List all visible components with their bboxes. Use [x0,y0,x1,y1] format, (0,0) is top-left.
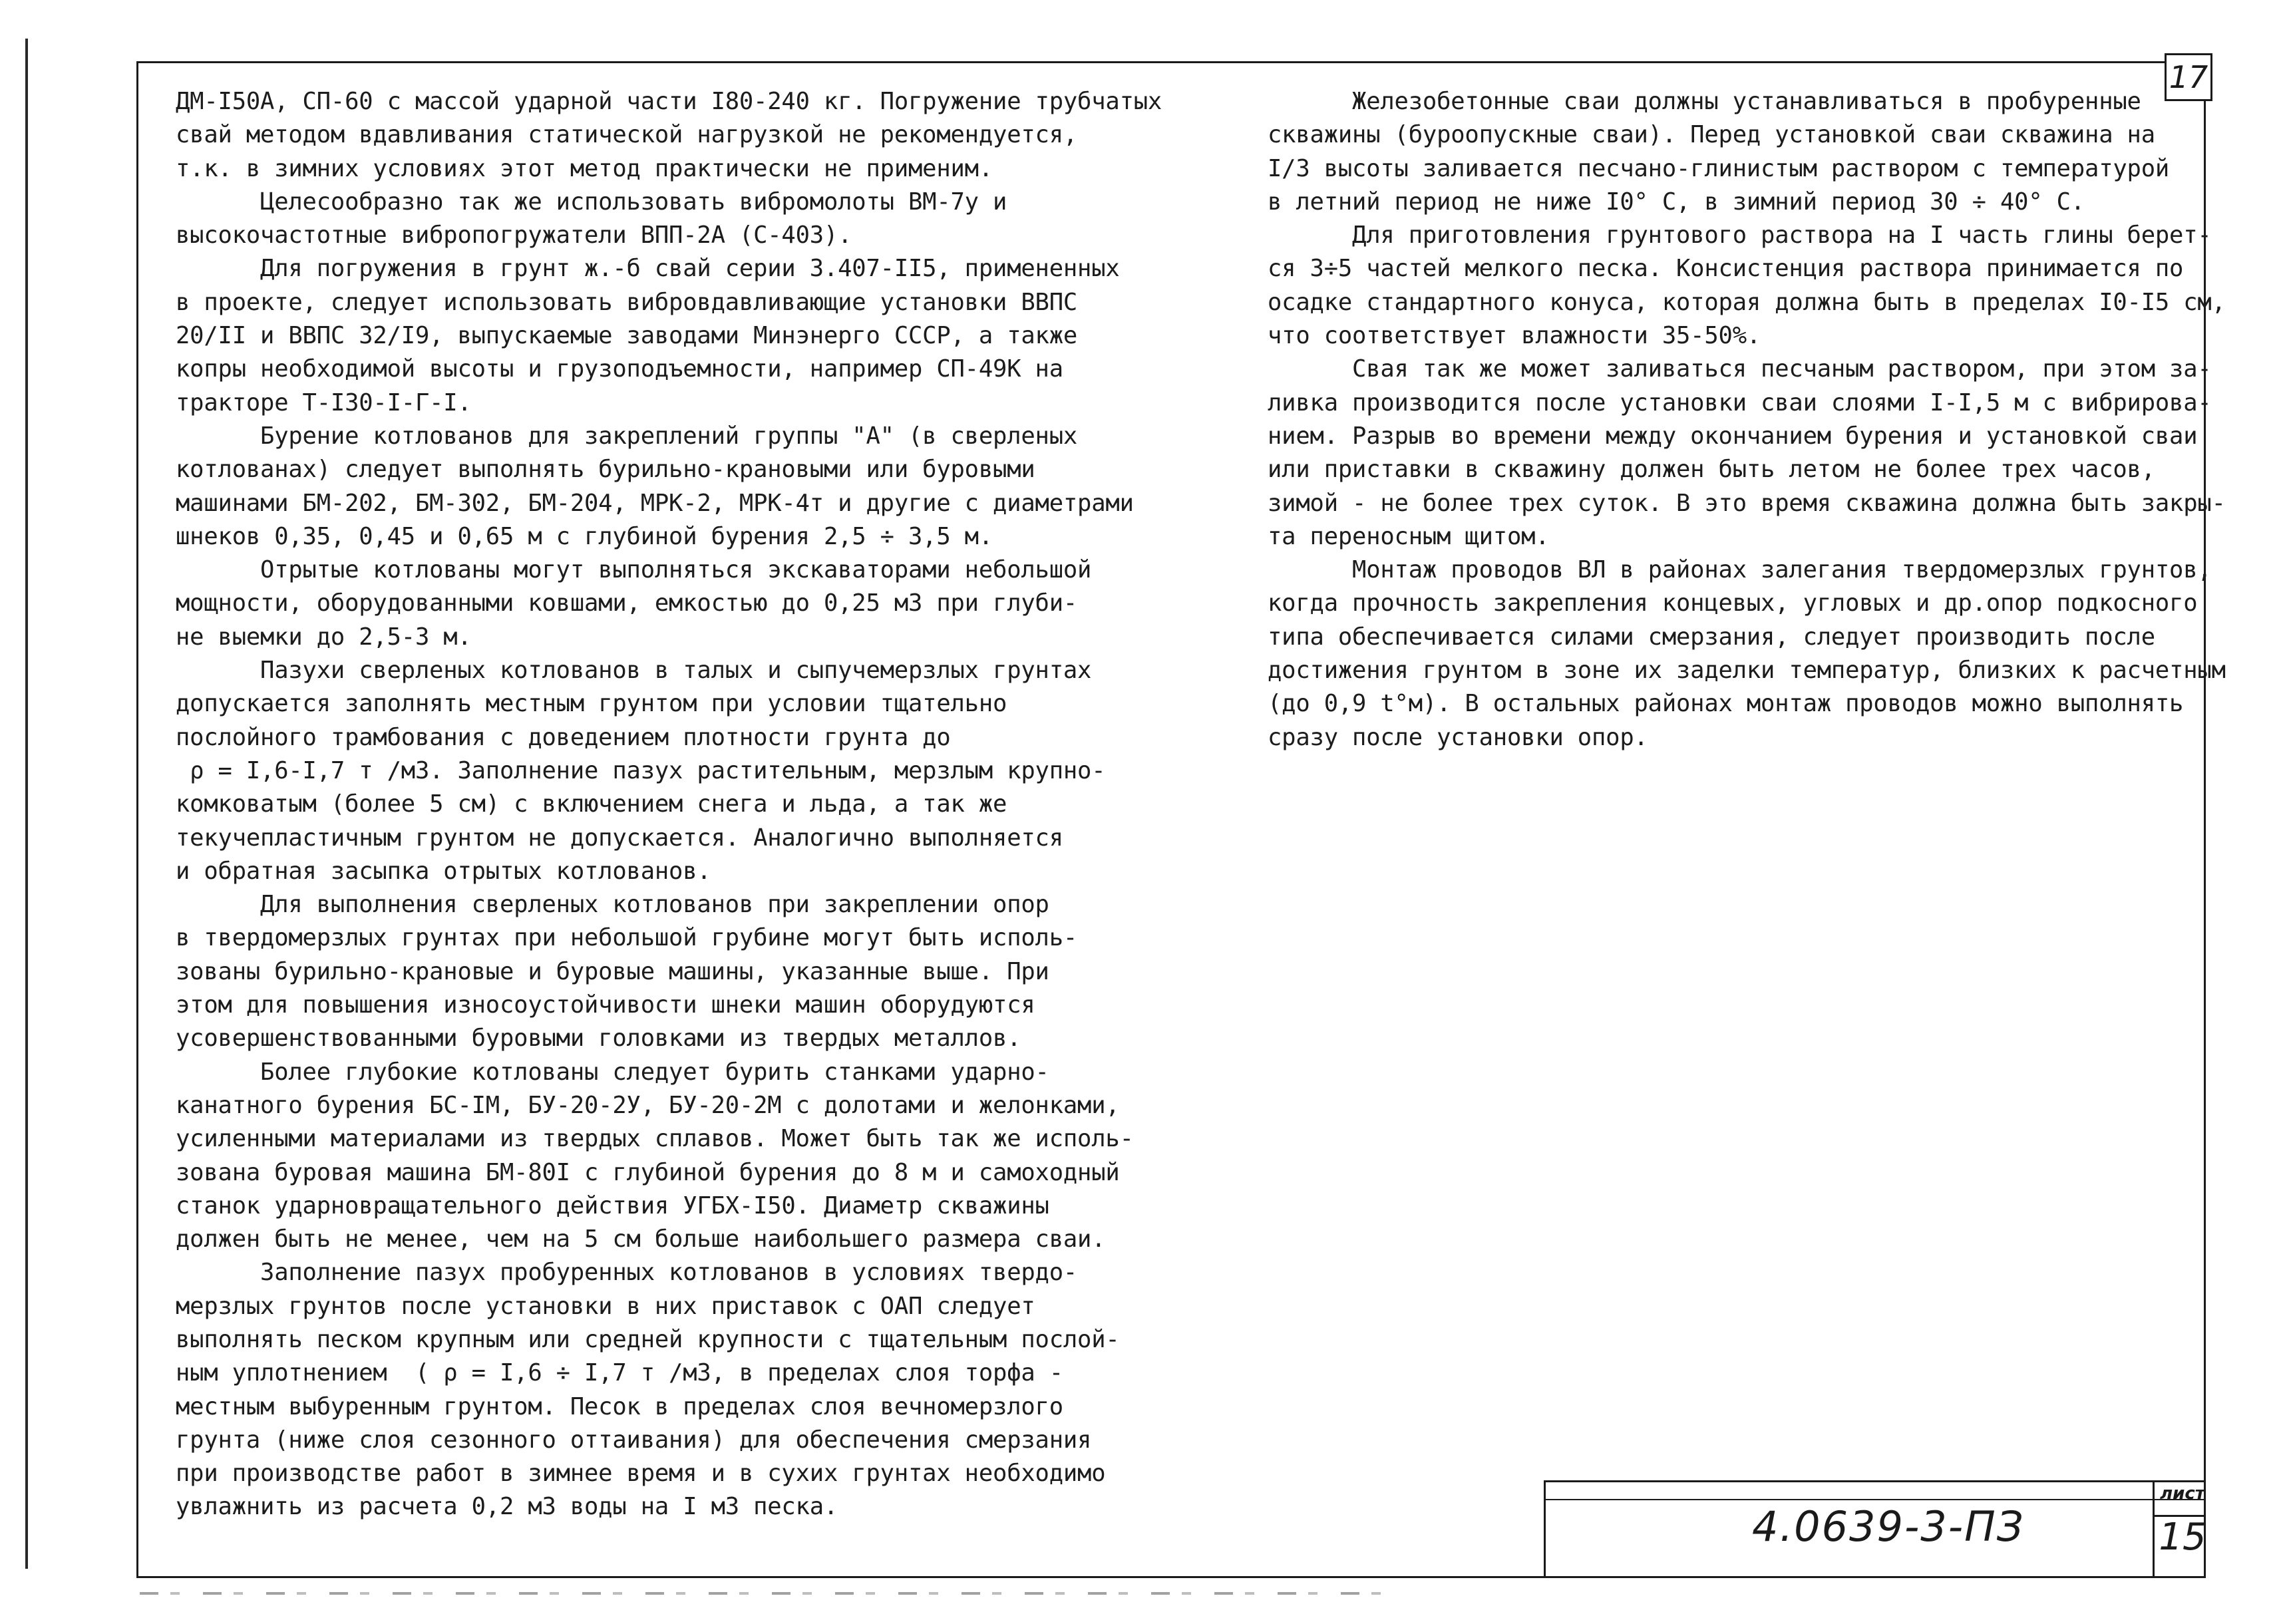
text-line: канатного бурения БС-IМ, БУ-20-2У, БУ-20-2М с долотами и желонками, [176,1091,1120,1119]
text-line: Заполнение пазух пробуренных котлованов в условиях твердо- [176,1259,1078,1287]
text-line: мерзлых грунтов после установки в них приставок с ОАП следует [176,1292,1035,1320]
text-line: зованы бурильно-крановые и буровые машины, указанные выше. При [176,957,1049,985]
text-line: Бурение котлованов для закреплений группы "А" (в сверленых [176,422,1078,450]
text-line: ливка производится после установки сваи слоями I-I,5 м с вибрирова- [1268,389,2212,416]
text-line: (до 0,9 t°м). В остальных районах монтаж проводов можно выполнять [1268,690,2184,718]
right-text-column [1268,85,2226,754]
text-line: I/3 высоты заливается песчано-глинистым раствором с температурой [1268,154,2170,182]
text-line: машинами БМ-202, БМ-302, БМ-204, МРК-2, МРК-4т и другие с диаметрами [176,489,1134,517]
text-line: усовершенствованными буровыми головками из твердых металлов. [176,1025,1021,1053]
title-block-divider [2153,1482,2155,1578]
text-line: в летний период не ниже I0° С, в зимний период 30 ÷ 40° С. [1268,188,2085,216]
text-line: послойного трамбования с доведением плотности грунта до [176,723,951,751]
text-line: грунта (ниже слоя сезонного оттаивания) для обеспечения смерзания [176,1426,1092,1454]
text-line: этом для повышения износоустойчивости шнеки машин оборудуются [176,991,1035,1019]
text-line: Отрытые котлованы могут выполняться экскаваторами небольшой [176,556,1092,584]
text-line: шнеков 0,35, 0,45 и 0,65 м с глубиной бурения 2,5 ÷ 3,5 м. [176,522,993,550]
text-line: высокочастотные вибропогружатели ВПП-2А (С-403). [176,222,852,249]
text-line: сразу после установки опор. [1268,723,1648,751]
text-line: т.к. в зимних условиях этот метод практически не применим. [176,154,993,182]
text-line: тракторе Т-I30-I-Г-I. [176,389,472,416]
document-code: 4.0639-3-ПЗ [1752,1502,2025,1551]
text-line: станок ударновращательного действия УГБХ-I50. Диаметр скважины [176,1192,1049,1219]
text-line: и обратная засыпка отрытых котлованов. [176,857,711,885]
text-line: 20/II и ВВПС 32/I9, выпускаемые заводами Минэнерго СССР, а также [176,322,1078,350]
text-line: свай методом вдавливания статической нагрузкой не рекомендуется, [176,121,1078,149]
text-line: или приставки в скважину должен быть летом не более трех часов, [1268,456,2155,484]
text-line: зимой - не более трех суток. В это время скважина должна быть закры- [1268,489,2226,517]
text-line: ρ = I,6-I,7 т /м3. Заполнение пазух растительным, мерзлым крупно- [176,756,1106,784]
text-line: котлованах) следует выполнять бурильно-крановыми или буровыми [176,456,1035,484]
sheet-number: 15 [2159,1516,2206,1559]
text-line: Пазухи сверленых котлованов в талых и сыпучемерзлых грунтах [176,657,1092,685]
text-line: допускается заполнять местным грунтом при условии тщательно [176,690,1007,718]
text-line: зована буровая машина БМ-80I с глубиной бурения до 8 м и самоходный [176,1158,1120,1186]
title-block [1544,1480,2206,1578]
text-line: достижения грунтом в зоне их заделки температур, близких к расчетным [1268,657,2226,685]
text-line: мощности, оборудованными ковшами, емкостью до 0,25 м3 при глуби- [176,589,1078,617]
text-line: скважины (буроопускные сваи). Перед установкой сваи скважина на [1268,121,2155,149]
text-line: Свая так же может заливаться песчаным раствором, при этом за- [1268,355,2212,383]
text-line: должен быть не менее, чем на 5 см больше наибольшего размера сваи. [176,1225,1106,1253]
text-line: Для погружения в грунт ж.-б свай серии 3.407-II5, примененных [176,255,1120,283]
text-line: увлажнить из расчета 0,2 м3 воды на I м3 песка. [176,1493,838,1521]
text-line: ся 3÷5 частей мелкого песка. Консистенция раствора принимается по [1268,255,2184,283]
left-text-column [176,85,1162,1524]
text-line: Для выполнения сверленых котлованов при закреплении опор [176,891,1049,919]
text-line: при производстве работ в зимнее время и в сухих грунтах необходимо [176,1460,1106,1488]
text-line: не выемки до 2,5-3 м. [176,623,472,651]
text-line: в твердомерзлых грунтах при небольшой грубине могут быть исполь- [176,924,1078,952]
text-line: Для приготовления грунтового раствора на I часть глины берет- [1268,222,2212,249]
corner-page-number: 17 [2165,53,2212,101]
text-line: осадке стандартного конуса, которая должна быть в пределах I0-I5 см, [1268,288,2226,316]
text-line: усиленными материалами из твердых сплавов. Может быть так же исполь- [176,1125,1134,1153]
text-line: когда прочность закрепления концевых, угловых и др.опор подкосного [1268,589,2198,617]
binding-margin-line [25,39,28,1569]
text-line: Железобетонные сваи должны устанавливаться в пробуренные [1268,88,2141,115]
text-line: что соответствует влажности 35-50%. [1268,322,1761,350]
text-line: местным выбуренным грунтом. Песок в пределах слоя вечномерзлого [176,1392,1063,1420]
text-line: типа обеспечивается силами смерзания, следует производить после [1268,623,2155,651]
text-line: текучепластичным грунтом не допускается. Аналогично выполняется [176,824,1063,852]
title-block-rule [1546,1499,2206,1500]
text-line: комковатым (более 5 см) с включением снега и льда, а так же [176,790,1007,818]
text-line: ным уплотнением ( ρ = I,6 ÷ I,7 т /м3, в пределах слоя торфа - [176,1359,1063,1387]
text-line: выполнять песком крупным или средней крупности с тщательным послой- [176,1325,1120,1353]
text-line: Более глубокие котлованы следует бурить станками ударно- [176,1058,1049,1086]
text-line: нием. Разрыв во времени между окончанием бурения и установкой сваи [1268,422,2198,450]
sheet-label: лист [2160,1484,2205,1504]
text-line: Целесообразно так же использовать вибромолоты ВМ-7у и [176,188,1007,216]
text-line: ДМ-I50А, СП-60 с массой ударной части I80-240 кг. Погружение трубчатых [176,88,1162,115]
text-line: та переносным щитом. [1268,522,1550,550]
text-line: копры необходимой высоты и грузоподъемности, например СП-49К на [176,355,1063,383]
text-line: Монтаж проводов ВЛ в районах залегания твердомерзлых грунтов, [1268,556,2212,584]
scan-edge-artifact [140,1592,1404,1595]
text-line: в проекте, следует использовать вибровдавливающие установки ВВПС [176,288,1078,316]
